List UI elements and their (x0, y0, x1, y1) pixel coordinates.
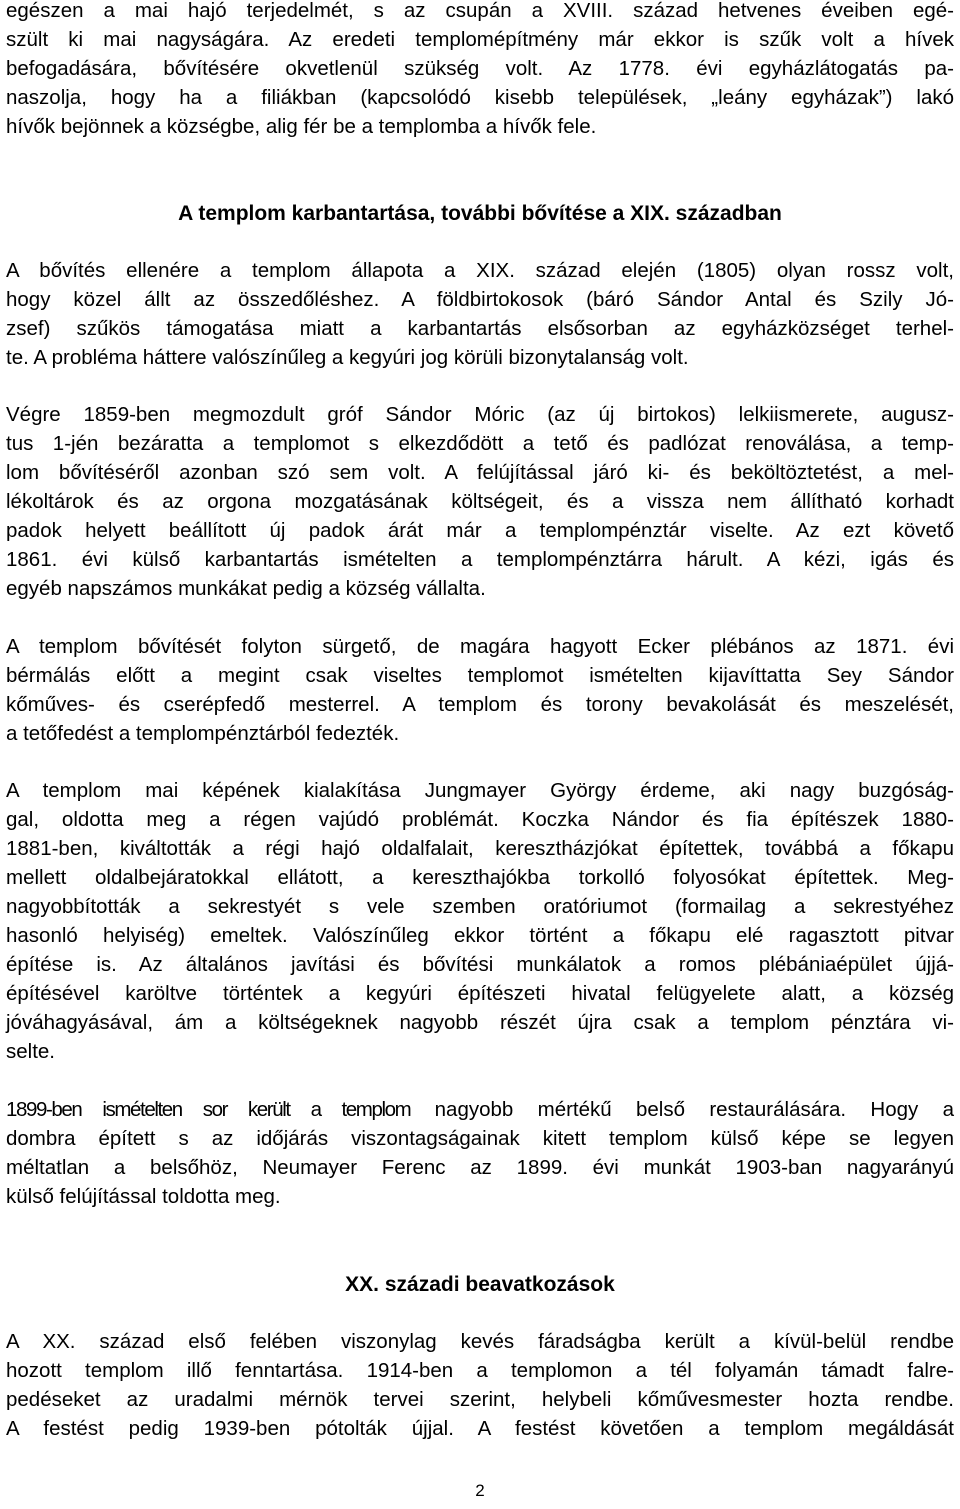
text-line: pedéseket az uradalmi mérnök tervei szerint, helybeli kőművesmester hozta rendbe. (6, 1388, 954, 1411)
text-segment: nagyobb mértékű belső restaurálására. Hogy a (410, 1098, 954, 1121)
text-line: gal, oldotta meg a régen vajúdó problémát. Koczka Nándor és fia építészek 1880- (6, 808, 954, 831)
text-line: A templom bővítését folyton sürgető, de magára hagyott Ecker plébános az 1871. évi (6, 635, 954, 658)
text-line (6, 1095, 954, 1124)
text-line: lom bővítéséről azonban szó sem volt. A felújítással járó ki- és beköltöztetést, a mel- (6, 461, 954, 484)
text-line: kőműves- és cserépfedő mesterrel. A templom és torony bevakolását és meszelését, (6, 693, 954, 716)
text-line: tus 1-jén bezáratta a templomot s elkezdődött a tető és padlózat renoválása, a temp- (6, 432, 954, 455)
text-line: hogy közel állt az összedőléshez. A földbirtokosok (báró Sándor Antal és Szily Jó- (6, 288, 954, 311)
text-line: hasonló helyiség) emeltek. Valószínűleg ekkor történt a főkapu elé ragasztott pitvar (6, 924, 954, 947)
section-heading-xix: A templom karbantartása, további bővítése a XIX. században (178, 202, 782, 225)
text-line: külső felújítással toldotta meg. (6, 1185, 281, 1208)
text-line: dombra épített s az időjárás viszontagságainak kitett templom külső képe se legyen (6, 1127, 954, 1150)
text-line: egyéb napszámos munkákat pedig a község vállalta. (6, 577, 486, 600)
text-line: a tetőfedést a templompénztárból fedezték. (6, 722, 400, 745)
text-line: selte. (6, 1040, 55, 1063)
text-line: padok helyett beállított új padok árát már a templompénztár viselte. Az ezt követő (6, 519, 954, 542)
section-heading-xx: XX. századi beavatkozások (345, 1273, 615, 1296)
text-line: A bővítés ellenére a templom állapota a XIX. század elején (1805) olyan rossz volt, (6, 259, 954, 282)
condensed-text: 1899-ben ismételten sor került a templom (6, 1098, 411, 1121)
text-line: hozott templom illő fenntartása. 1914-ben a templomon a tél folyamán támadt falre- (6, 1359, 954, 1382)
text-line: jóváhagyásával, ám a költségeknek nagyobb részét újra csak a templom pénztára vi- (6, 1011, 954, 1034)
text-line: te. A probléma háttere valószínűleg a kegyúri jog körüli bizonytalanság volt. (6, 346, 689, 369)
text-line: bérmálás előtt a megint csak viseltes templomot ismételten kijavíttatta Sey Sándor (6, 664, 954, 687)
text-line: Végre 1859-ben megmozdult gróf Sándor Móric (az új birtokos) lelkiismerete, augusz- (6, 403, 954, 426)
text-line: naszolja, hogy ha a filiákban (kapcsolódó kisebb települések, „leány egyházak”) lakó (6, 86, 954, 109)
page-number: 2 (475, 1481, 485, 1500)
text-line: nagyobbították a sekrestyét s vele szemben oratóriumot (formailag a sekrestyéhez (6, 895, 954, 918)
text-line: szült ki mai nagyságára. Az eredeti templomépítmény már ekkor is szűk volt a hívek (6, 28, 954, 51)
text-line: építése is. Az általános javítási és bővítési munkálatok a romos plébániaépület újjá- (6, 953, 954, 976)
text-line: zsef) szűkös támogatása miatt a karbantartás elsősorban az egyházközséget terhel- (6, 317, 954, 340)
text-line: befogadására, bővítésére okvetlenül szükség volt. Az 1778. évi egyházlátogatás pa- (6, 57, 954, 80)
text-line: egészen a mai hajó terjedelmét, s az csupán a XVIII. század hetvenes éveiben egé- (6, 0, 954, 22)
text-line: lékoltárok és az orgona mozgatásának költségeit, és a vissza nem állítható korhadt (6, 490, 954, 513)
text-line: 1861. évi külső karbantartás ismételten a templompénztárra hárult. A kézi, igás és (6, 548, 954, 571)
text-line: hívők bejönnek a községbe, alig fér be a templomba a hívők fele. (6, 115, 597, 138)
text-line: A XX. század első felében viszonylag kevés fáradságba került a kívül-belül rendbe (6, 1330, 954, 1353)
text-line: mellett oldalbejáratokkal ellátott, a kereszthajókba torkolló folyosókat építettek. Meg- (6, 866, 954, 889)
text-line: méltatlan a belsőhöz, Neumayer Ferenc az 1899. évi munkát 1903-ban nagyarányú (6, 1156, 954, 1179)
text-line: 1881-ben, kiváltották a régi hajó oldalfalait, keresztházjókat építettek, továbbá a főkapu (6, 837, 954, 860)
text-line: A festést pedig 1939-ben pótolták újjal. A festést követően a templom megáldását (6, 1417, 954, 1440)
text-line: építésével karöltve történtek a kegyúri építészeti hivatal felügyelete alatt, a község (6, 982, 954, 1005)
text-line: A templom mai képének kialakítása Jungmayer György érdeme, aki nagy buzgóság- (6, 779, 954, 802)
